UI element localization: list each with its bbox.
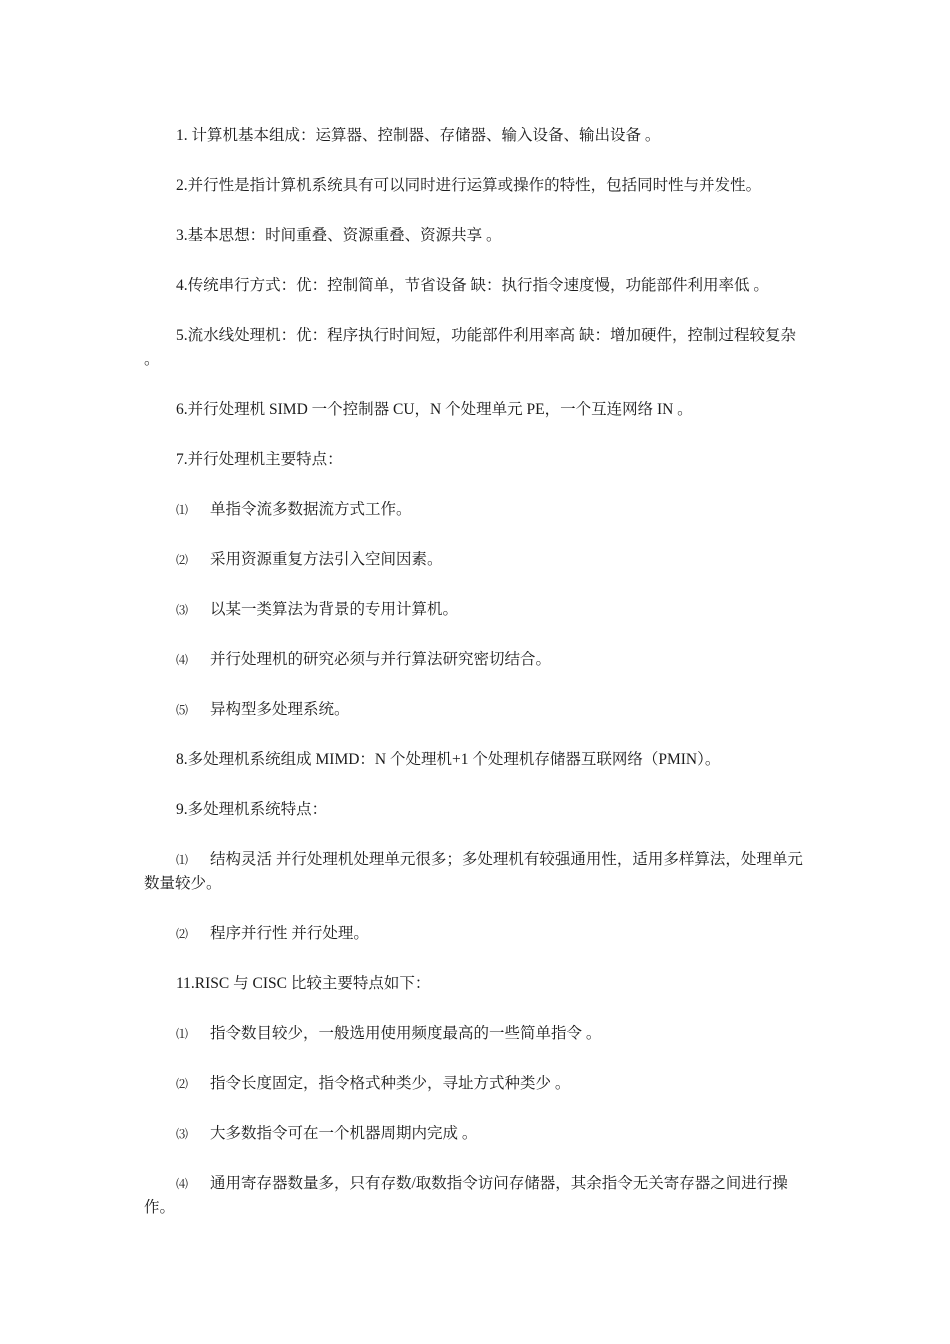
list-item-text: 并行处理机的研究必须与并行算法研究密切结合。 — [210, 651, 552, 668]
list-marker: ⑴ — [176, 503, 189, 517]
list-marker: ⑸ — [176, 703, 189, 717]
list-marker: ⑴ — [176, 1027, 189, 1041]
paragraph-8: 8.多处理机系统组成 MIMD：N 个处理机+1 个处理机存储器互联网络（PMIN）。 — [176, 751, 721, 768]
document-body — [144, 124, 810, 1246]
list-item — [144, 1172, 810, 1220]
list-item-text: 通用寄存器数量多，只有存数/取数指令访问存储器，其余指令无关寄存器之间进行操作。 — [144, 1175, 788, 1216]
list-item — [144, 1072, 810, 1096]
paragraph-9: 9.多处理机系统特点： — [176, 801, 328, 818]
list-item — [144, 848, 810, 896]
list-marker: ⑵ — [176, 553, 189, 567]
list-item — [144, 648, 810, 672]
list-item-text: 单指令流多数据流方式工作。 — [210, 501, 412, 518]
paragraph-3: 3.基本思想：时间重叠、资源重叠、资源共享 。 — [176, 227, 502, 244]
list-item — [144, 1122, 810, 1146]
list-item-text: 采用资源重复方法引入空间因素。 — [210, 551, 443, 568]
list-item — [144, 598, 810, 622]
list-item — [144, 922, 810, 946]
list-marker: ⑷ — [176, 653, 189, 667]
list-item-text: 异构型多处理系统。 — [210, 701, 350, 718]
list-item-text: 程序并行性 并行处理。 — [210, 925, 369, 942]
paragraph-1: 1. 计算机基本组成：运算器、控制器、存储器、输入设备、输出设备 。 — [176, 127, 661, 144]
list-item — [144, 1022, 810, 1046]
list-marker: ⑶ — [176, 603, 189, 617]
paragraph-5: 5.流水线处理机：优：程序执行时间短，功能部件利用率高 缺：增加硬件，控制过程较复杂 。 — [144, 327, 797, 368]
list-marker: ⑵ — [176, 1077, 189, 1091]
list-item-text: 指令长度固定，指令格式种类少，寻址方式种类少 。 — [210, 1075, 571, 1092]
paragraph-11: 11.RISC 与 CISC 比较主要特点如下： — [176, 975, 431, 992]
paragraph-4: 4.传统串行方式：优：控制简单，节省设备 缺：执行指令速度慢，功能部件利用率低 。 — [176, 277, 769, 294]
list-item-text: 大多数指令可在一个机器周期内完成 。 — [210, 1125, 478, 1142]
paragraph-7: 7.并行处理机主要特点： — [176, 451, 343, 468]
list-item — [144, 548, 810, 572]
paragraph-2: 2.并行性是指计算机系统具有可以同时进行运算或操作的特性，包括同时性与并发性。 — [176, 177, 762, 194]
list-item — [144, 498, 810, 522]
list-item-text: 以某一类算法为背景的专用计算机。 — [210, 601, 459, 618]
list-item-text: 结构灵活 并行处理机处理单元很多；多处理机有较强通用性，适用多样算法，处理单元数量较少。 — [144, 851, 803, 892]
list-marker: ⑷ — [176, 1177, 189, 1191]
list-item — [144, 698, 810, 722]
list-marker: ⑶ — [176, 1127, 189, 1141]
paragraph-6: 6.并行处理机 SIMD 一个控制器 CU，N 个处理单元 PE，一个互连网络 IN 。 — [176, 401, 693, 418]
list-item-text: 指令数目较少，一般选用使用频度最高的一些简单指令 。 — [210, 1025, 602, 1042]
list-marker: ⑴ — [176, 853, 189, 867]
list-marker: ⑵ — [176, 927, 189, 941]
